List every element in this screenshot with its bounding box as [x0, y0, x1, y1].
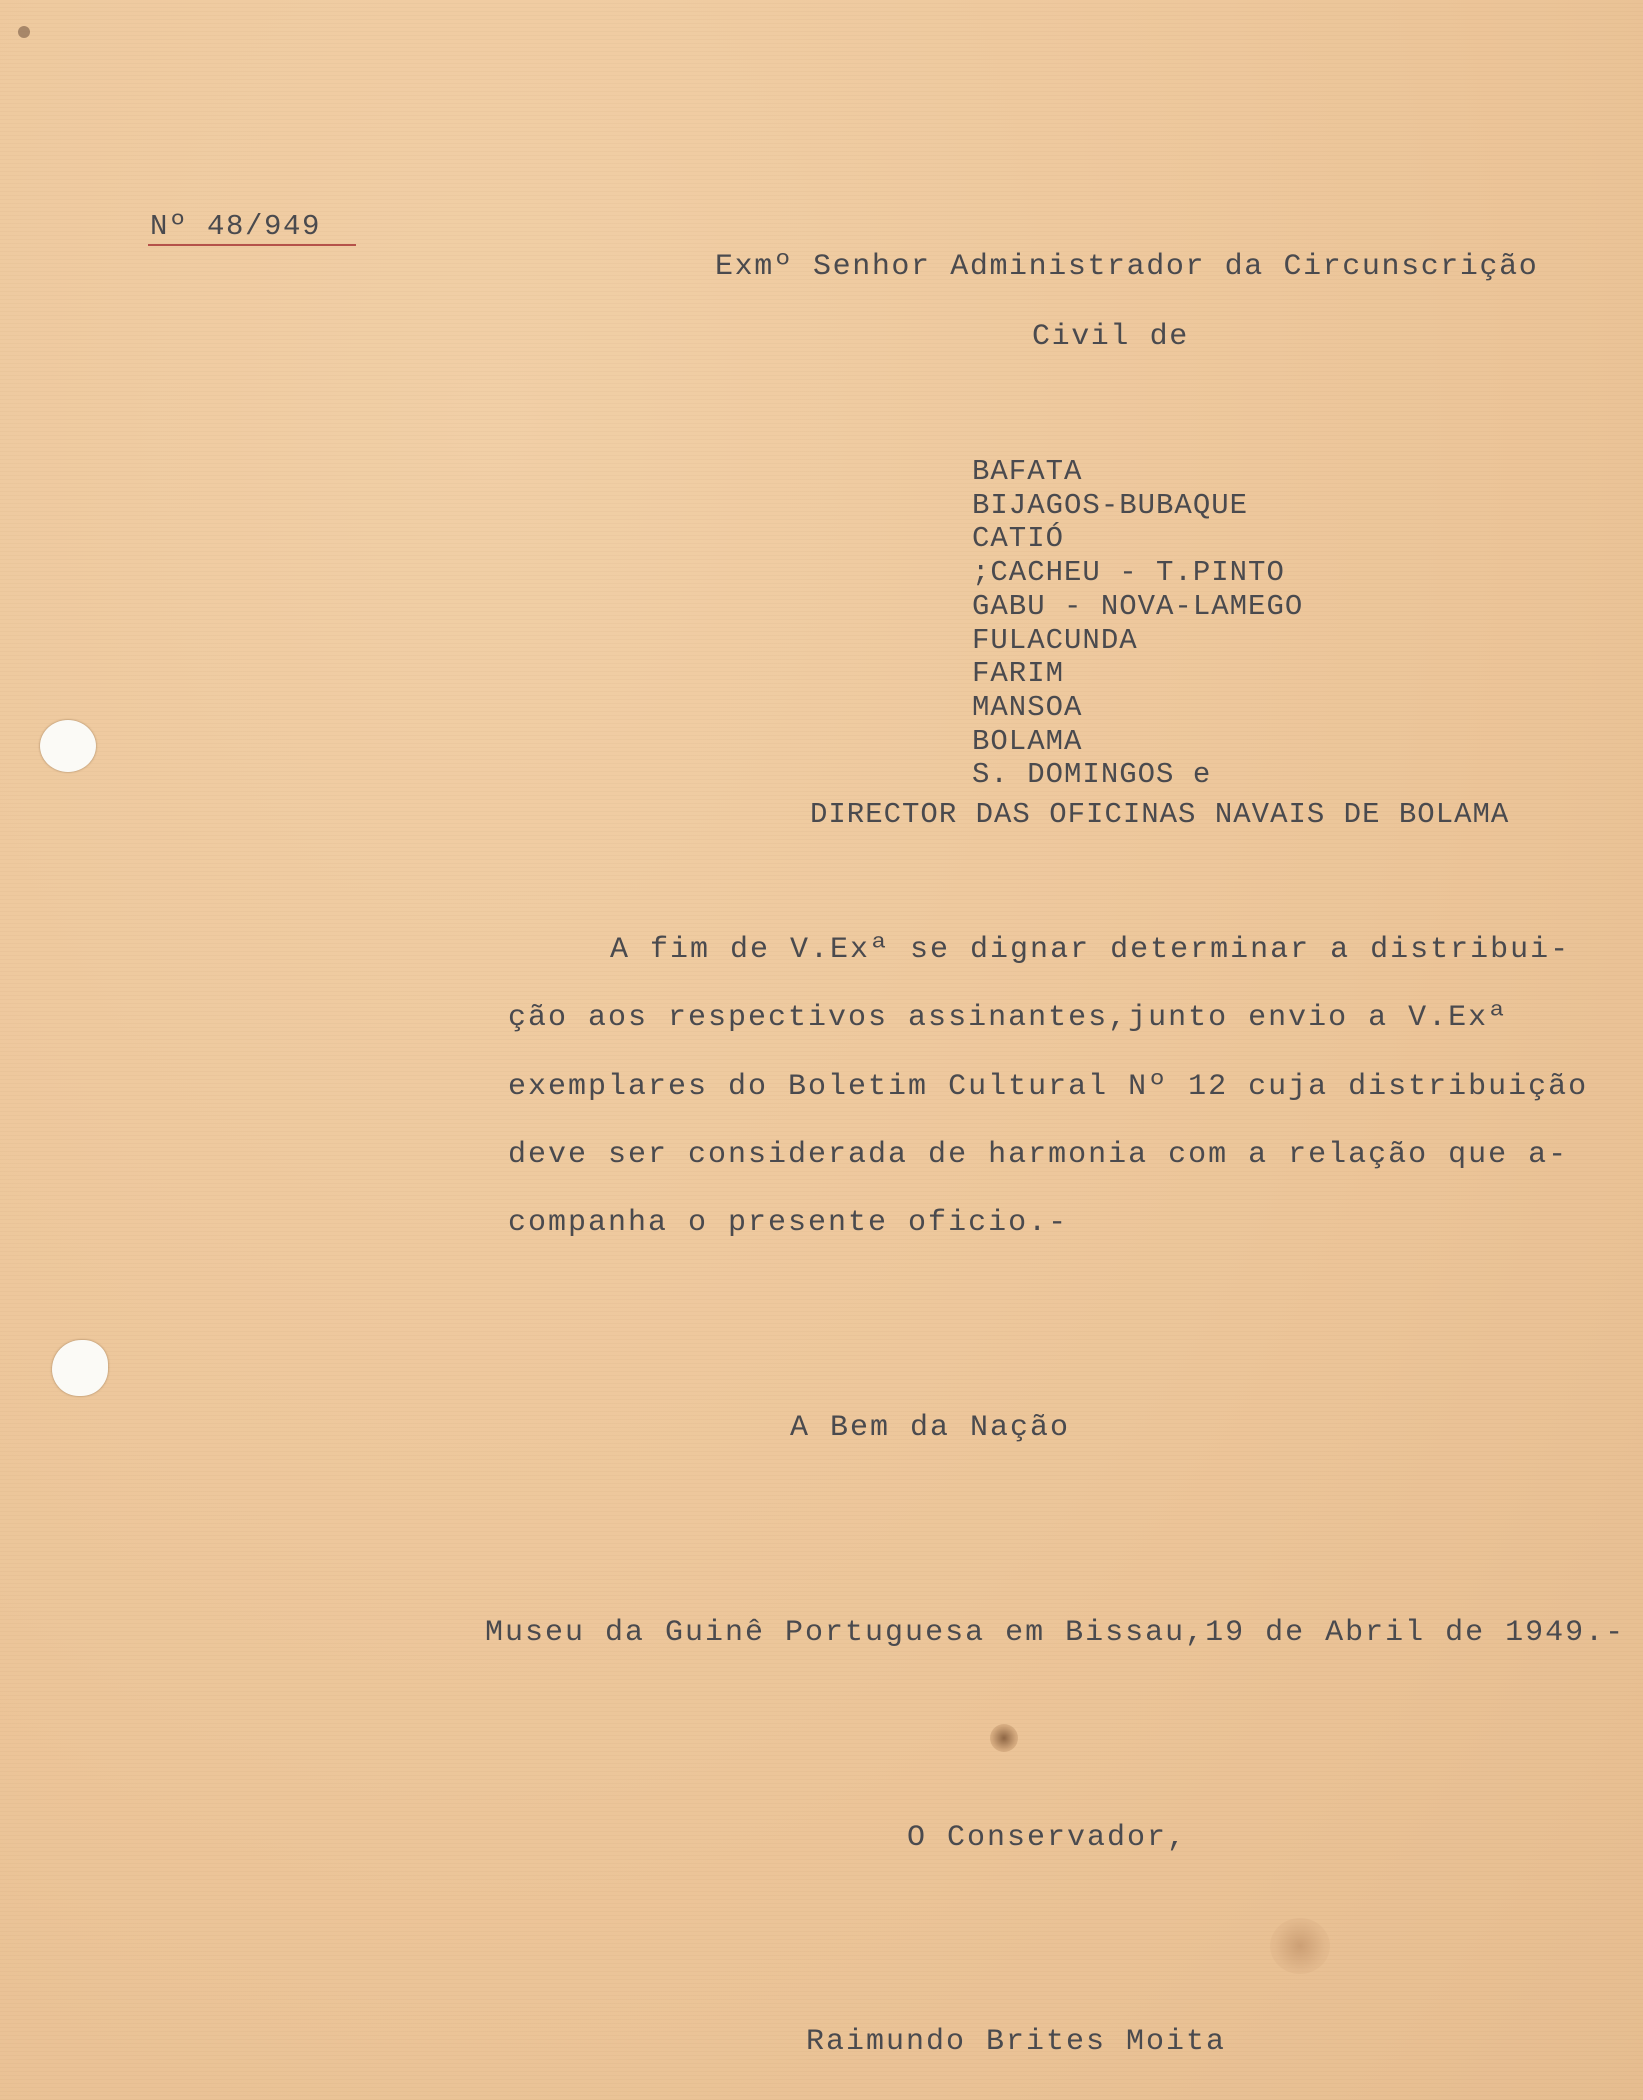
signatory-name: Raimundo Brites Moita	[806, 2025, 1227, 2059]
body-text-line: exemplares do Boletim Cultural Nº 12 cuja distribuição	[508, 1070, 1589, 1104]
addressee-line: Exmº Senhor Administrador da Circunscrição	[715, 250, 1539, 284]
addressee-line: Civil de	[1032, 320, 1189, 354]
place-item: ;CACHEU - T.PINTO	[972, 556, 1285, 590]
place-item: MANSOA	[972, 690, 1083, 724]
place-item: S. DOMINGOS e	[972, 758, 1212, 792]
body-text-line: A fim de V.Exª se dignar determinar a distribui-	[610, 933, 1571, 967]
addressee-places-list	[972, 455, 1303, 792]
body-text-line: companha o presente oficio.-	[508, 1206, 1069, 1240]
place-item: BOLAMA	[972, 724, 1083, 758]
punch-hole	[40, 720, 96, 772]
director-line: DIRECTOR DAS OFICINAS NAVAIS DE BOLAMA	[810, 798, 1510, 831]
place-and-date: Museu da Guinê Portuguesa em Bissau,19 de Abril de 1949.-	[485, 1616, 1626, 1650]
place-item: FULACUNDA	[972, 623, 1138, 657]
closing-salutation: A Bem da Nação	[790, 1411, 1071, 1445]
ink-stain	[990, 1724, 1018, 1752]
paper-stain	[1270, 1918, 1330, 1974]
place-item: CATIÓ	[972, 522, 1065, 556]
place-item: BIJAGOS-BUBAQUE	[972, 488, 1249, 522]
signatory-title: O Conservador,	[907, 1821, 1188, 1855]
place-item: BAFATA	[972, 455, 1083, 488]
place-item: FARIM	[972, 657, 1065, 691]
body-text-line: ção aos respectivos assinantes,junto envio a V.Exª	[508, 1001, 1509, 1035]
reference-underline	[148, 244, 356, 246]
place-item: GABU - NOVA-LAMEGO	[972, 589, 1304, 623]
paper-stain	[18, 26, 30, 38]
punch-hole	[52, 1340, 108, 1396]
body-text-line: deve ser considerada de harmonia com a relação que a-	[508, 1138, 1569, 1172]
reference-number: Nº 48/949	[150, 210, 322, 243]
